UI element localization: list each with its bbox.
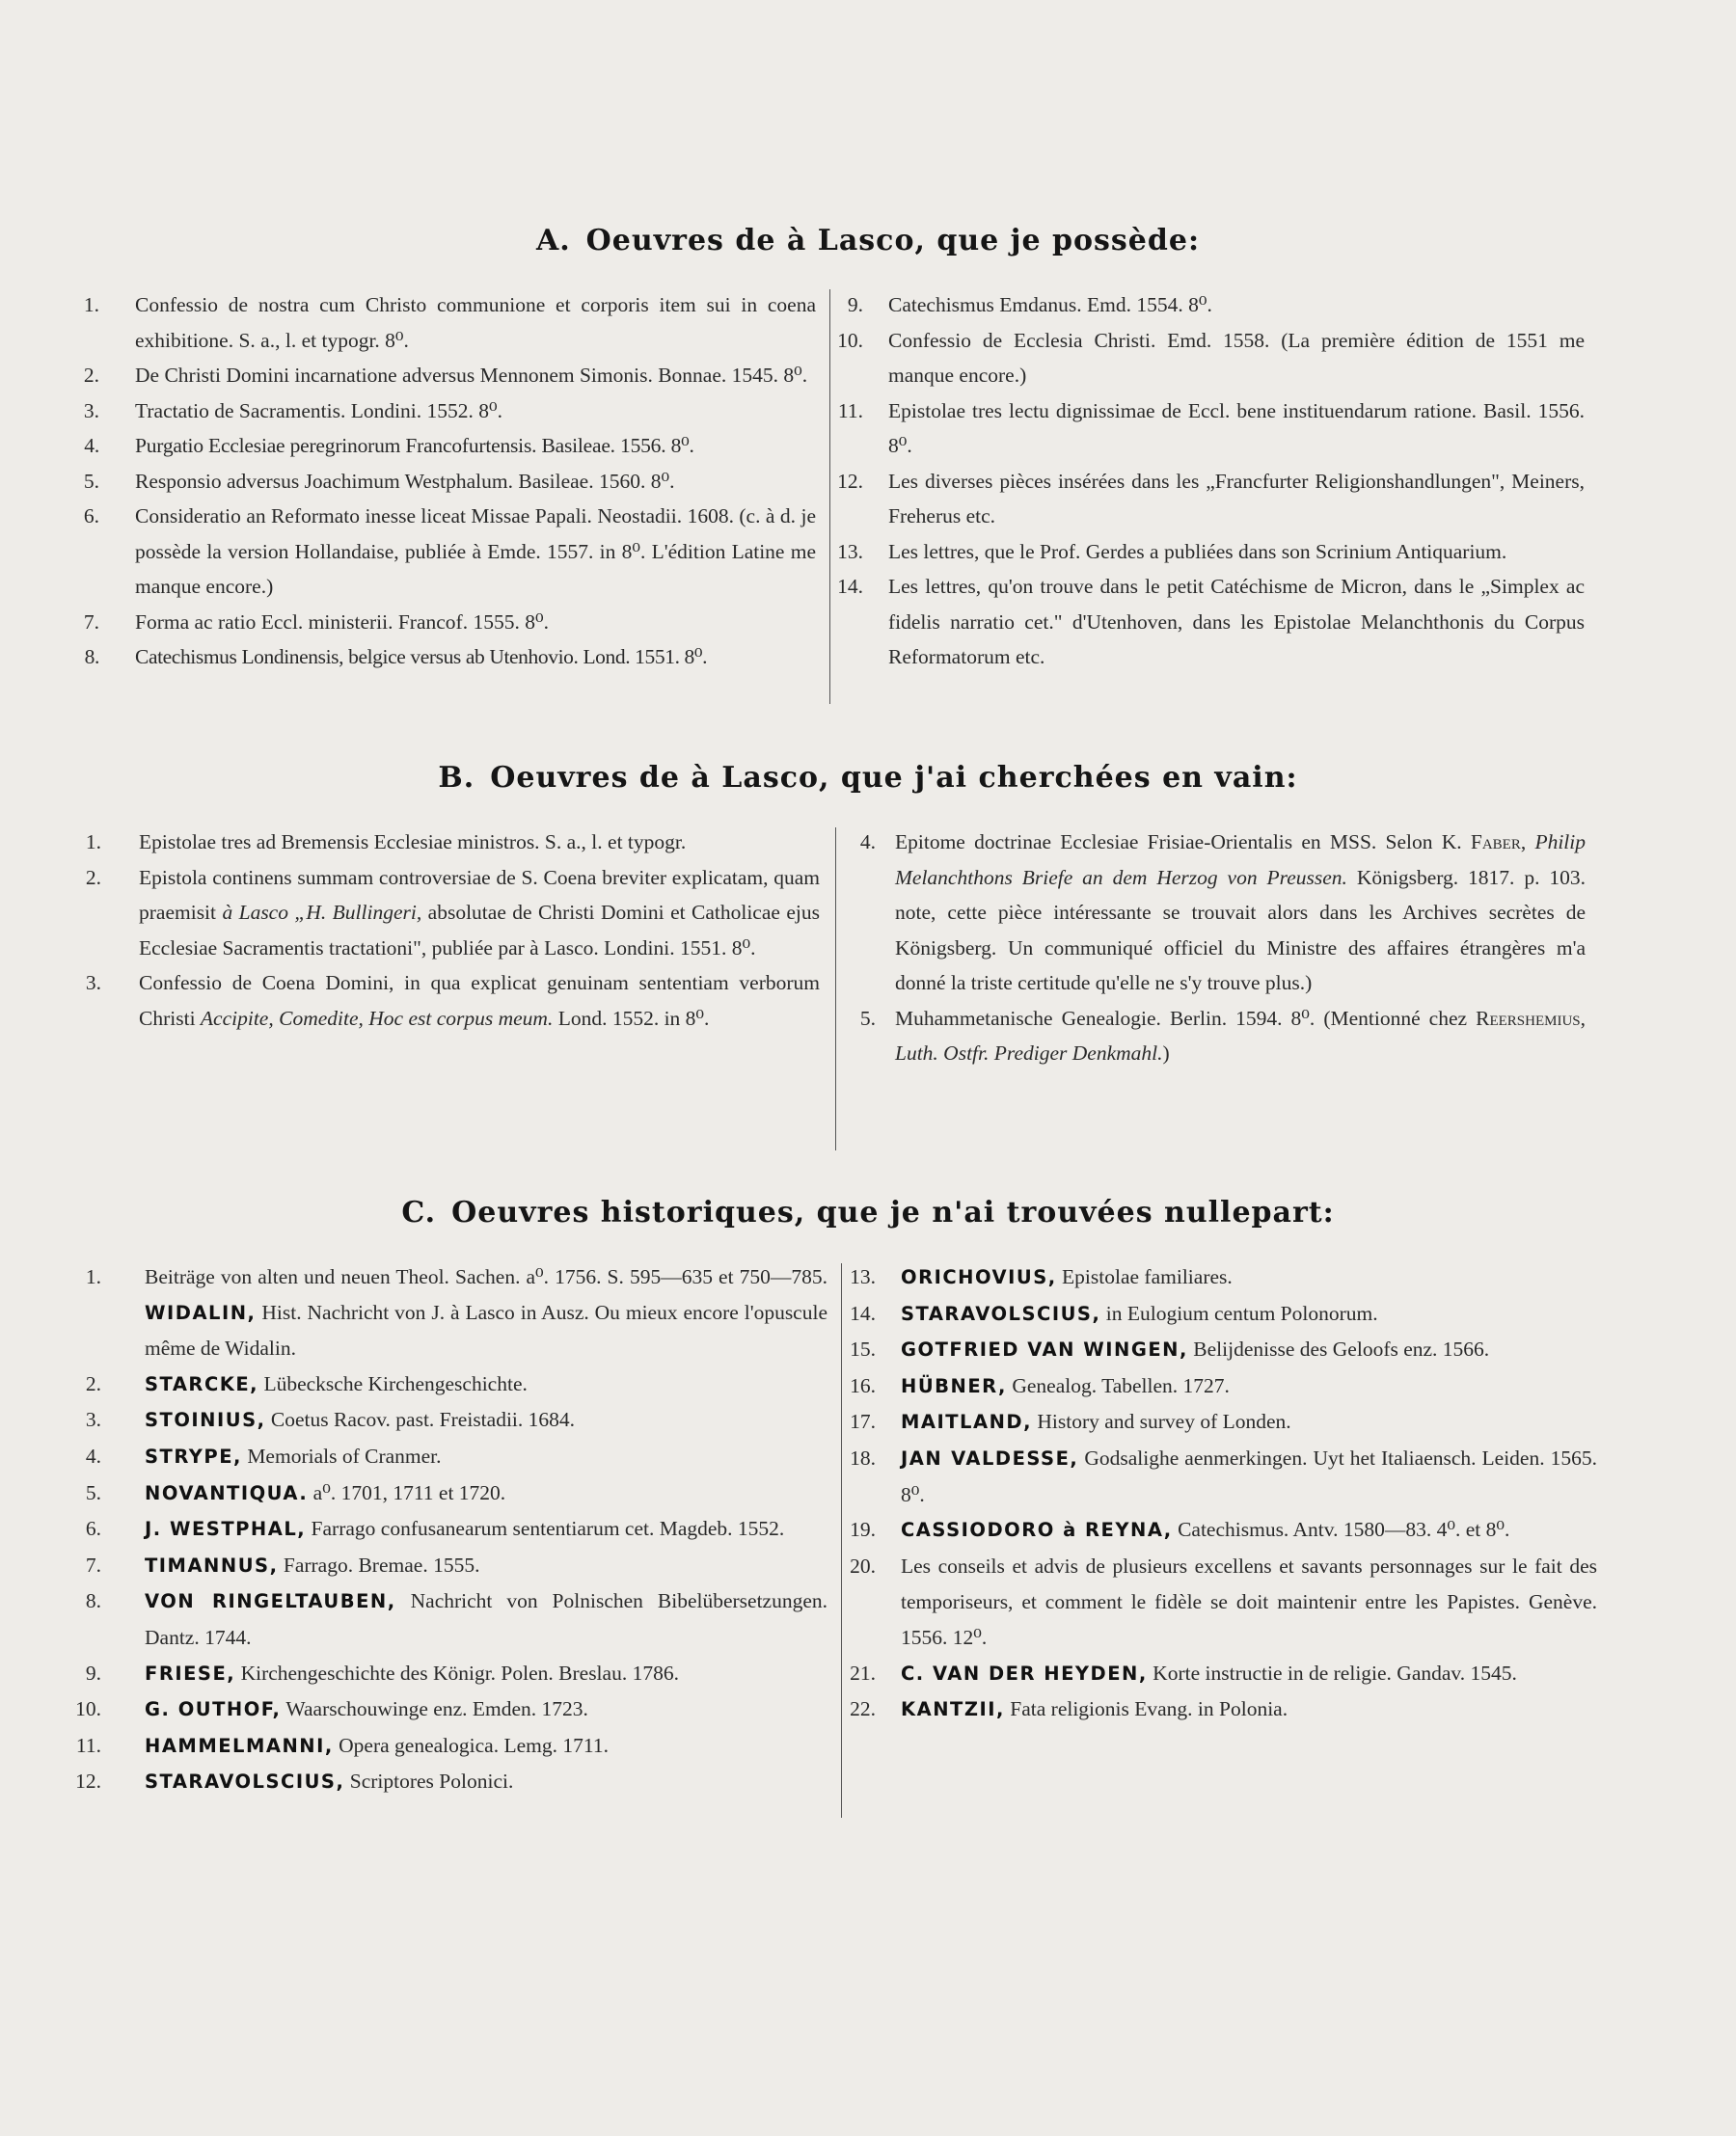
item-number: 1.	[83, 293, 99, 316]
item-author: C. VAN DER HEYDEN,	[901, 1662, 1148, 1685]
item-number: 17.	[850, 1410, 876, 1434]
list-item	[850, 1259, 1597, 1296]
item-text-part: Opera genealogica. Lemg. 1711.	[333, 1733, 609, 1757]
item-number: 4.	[859, 830, 876, 853]
item-text-part: ,	[1580, 1006, 1586, 1030]
section-b-title: Oeuvres de à Lasco, que j'ai cherchées en vain:	[490, 761, 1298, 795]
item-number: 12.	[75, 1770, 101, 1794]
item-text: Consideratio an Reformato inesse liceat Missae Papali. Neostadii. 1608. (c. à d. je possède la version Hollandaise, publiée à Emde. 1557. in 8⁰. L'édition Latine me manque encore.)	[135, 504, 816, 598]
item-number: 2.	[85, 865, 101, 889]
column-divider	[835, 827, 836, 1150]
item-author: HAMMELMANNI,	[145, 1734, 334, 1757]
item-author: STARCKE,	[145, 1372, 259, 1395]
section-a-title: Oeuvres de à Lasco, que je possède:	[585, 224, 1201, 257]
list-item	[84, 428, 816, 464]
item-text-part: Memorials of Cranmer.	[241, 1444, 442, 1468]
list-item	[85, 965, 820, 1036]
item-number: 4.	[84, 434, 99, 457]
item-text-part: ,	[1520, 830, 1535, 853]
section-b-heading	[0, 761, 1736, 795]
item-number: 22.	[850, 1697, 876, 1721]
item-text	[145, 1366, 827, 1403]
item-text: Les lettres, qu'on trouve dans le petit Catéchisme de Micron, dans le „Simplex ac fidelis narratio cet." d'Utenhoven, dans les Epistolae Melanchthonis du Corpus Reformatorum etc.	[888, 575, 1585, 668]
item-text	[145, 1764, 827, 1800]
list-item	[83, 464, 816, 500]
item-text: Epistolae tres ad Bremensis Ecclesiae ministros. S. a., l. et typogr.	[139, 830, 687, 853]
item-number: 19.	[850, 1518, 876, 1542]
list-item	[860, 1001, 1586, 1071]
list-item	[860, 825, 1586, 1001]
item-text	[139, 965, 820, 1036]
list-item	[83, 393, 816, 429]
item-number: 13.	[837, 539, 863, 563]
item-text	[145, 1439, 827, 1475]
item-number: 1.	[85, 830, 101, 853]
item-text-part: Lübecksche Kirchengeschichte.	[258, 1371, 528, 1395]
item-number: 1.	[85, 1265, 101, 1288]
list-item	[850, 1549, 1597, 1656]
section-c-title: Oeuvres historiques, que je n'ai trouvées nullepart:	[451, 1196, 1335, 1230]
item-author: Faber	[1470, 830, 1521, 853]
list-item	[850, 1404, 1597, 1441]
item-text-part: in Eulogium centum Polonorum.	[1100, 1301, 1378, 1325]
item-text-part: Beiträge von alten und neuen Theol. Sachen. a⁰. 1756. S. 595—635 et 750—785.	[145, 1265, 827, 1288]
list-item	[85, 1656, 827, 1692]
item-author: G. OUTHOF,	[145, 1698, 282, 1721]
item-text	[145, 1259, 827, 1366]
list-item	[850, 1512, 1597, 1549]
item-text-part: Hist. Nachricht von J. à Lasco in Ausz. Ou mieux encore l'opuscule même de Widalin.	[145, 1300, 827, 1361]
section-b-left-column	[85, 825, 820, 1036]
item-text	[145, 1583, 827, 1655]
item-author: ORICHOVIUS,	[901, 1266, 1057, 1288]
column-divider	[841, 1263, 842, 1818]
item-text	[901, 1404, 1597, 1441]
list-item	[85, 1583, 828, 1655]
item-text-part: )	[1162, 1041, 1170, 1065]
item-italic: Philip Melanchthons Briefe an dem Herzog von Preussen.	[895, 830, 1586, 889]
item-text: Tractatio de Sacramentis. Londini. 1552. 8⁰.	[135, 398, 503, 422]
item-author: VON RINGELTAUBEN,	[145, 1590, 396, 1613]
list-item	[85, 1475, 827, 1512]
item-text: Catechismus Londinensis, belgice versus ab Utenhovio. Lond. 1551. 8⁰.	[135, 645, 708, 668]
item-text: De Christi Domini incarnatione adversus Mennonem Simonis. Bonnae. 1545. 8⁰.	[135, 364, 808, 387]
item-text-part: Epistolae familiares.	[1056, 1265, 1233, 1288]
list-item	[85, 825, 820, 860]
item-text: Confessio de nostra cum Christo communione et corporis item sui in coena exhibitione. S. a., l. et typogr. 8⁰.	[135, 293, 816, 352]
item-text: Responsio adversus Joachimum Westphalum. Basileae. 1560. 8⁰.	[135, 469, 675, 493]
section-b-letter: B.	[438, 761, 475, 795]
item-author: FRIESE,	[145, 1662, 236, 1685]
item-number: 11.	[837, 398, 863, 422]
item-author: STRYPE,	[145, 1445, 242, 1468]
item-italic: Accipite, Comedite, Hoc est corpus meum.	[200, 1006, 554, 1030]
section-a-left-column	[83, 287, 816, 675]
item-number: 3.	[85, 1408, 101, 1432]
item-number: 2.	[83, 364, 99, 387]
item-text: Epistolae tres lectu dignissimae de Eccl. bene instituendarum ratione. Basil. 1556. 8⁰.	[888, 398, 1585, 457]
item-text-part: Belijdenisse des Geloofs enz. 1566.	[1187, 1338, 1490, 1362]
list-item	[83, 605, 816, 640]
item-author: STOINIUS,	[145, 1409, 266, 1432]
list-item	[84, 639, 816, 675]
item-number: 4.	[85, 1444, 101, 1468]
list-item	[85, 1548, 827, 1584]
list-item	[75, 1691, 827, 1728]
item-author: STARAVOLSCIUS,	[901, 1302, 1101, 1325]
item-italic: Luth. Ostfr. Prediger Denkmahl.	[895, 1041, 1163, 1065]
list-item	[83, 358, 816, 393]
section-c-right-column	[850, 1259, 1597, 1728]
item-number: 14.	[837, 575, 863, 598]
item-text	[139, 860, 820, 966]
item-text	[901, 1656, 1597, 1692]
item-author: TIMANNUS,	[145, 1554, 279, 1577]
section-a-heading	[0, 224, 1736, 257]
item-number: 20.	[850, 1554, 876, 1578]
item-text	[895, 1001, 1586, 1071]
item-number: 13.	[850, 1265, 876, 1288]
item-number: 2.	[85, 1371, 101, 1395]
item-number: 8.	[85, 1589, 101, 1613]
section-a-letter: A.	[535, 224, 571, 257]
list-item	[85, 1439, 827, 1475]
item-author: HÜBNER,	[901, 1374, 1007, 1397]
item-author: Reershemius	[1476, 1006, 1581, 1030]
item-author: NOVANTIQUA.	[145, 1481, 309, 1504]
item-text-part: Les conseils et advis de plusieurs excellens et savants personnages sur le fait des temporiseurs, et comment le fidèle se doit maintenir entre les Papistes. Genève. 1556. 12⁰.	[901, 1554, 1597, 1649]
section-c-letter: C.	[401, 1196, 437, 1230]
list-item	[75, 1764, 827, 1800]
list-item	[85, 1259, 827, 1366]
item-number: 5.	[85, 1480, 101, 1504]
list-item	[850, 1656, 1597, 1692]
item-text-part: Muhammetanische Genealogie. Berlin. 1594. 8⁰. (Mentionné chez	[895, 1006, 1477, 1030]
item-text-part: Catechismus. Antv. 1580—83. 4⁰. et 8⁰.	[1172, 1518, 1510, 1542]
list-item	[83, 287, 816, 358]
item-author: WIDALIN,	[145, 1301, 257, 1324]
list-item	[85, 1366, 827, 1403]
item-number: 10.	[75, 1697, 101, 1721]
item-text: Confessio de Ecclesia Christi. Emd. 1558. (La première édition de 1551 me manque encore.)	[888, 328, 1585, 387]
section-b-right-column	[860, 825, 1586, 1071]
item-text	[901, 1259, 1597, 1296]
item-author: J. WESTPHAL,	[145, 1518, 307, 1541]
item-number: 7.	[85, 1553, 101, 1577]
item-number: 14.	[850, 1301, 876, 1325]
list-item	[850, 1296, 1597, 1333]
item-text-part: Königsberg. 1817. p. 103. note, cette pièce intéressante se trouvait alors dans les Archives secrètes de Königsberg. Un communiqué officiel du Ministre des affaires étrangères m'a donné la triste certitude qu'elle ne s'y trouve plus.)	[895, 865, 1586, 994]
item-number: 5.	[83, 469, 99, 493]
item-text-part: Lond. 1552. in 8⁰.	[553, 1006, 710, 1030]
item-author: CASSIODORO à REYNA,	[901, 1519, 1173, 1542]
item-text	[145, 1511, 827, 1548]
item-number: 18.	[850, 1446, 876, 1470]
item-text: Purgatio Ecclesiae peregrinorum Francofurtensis. Basileae. 1556. 8⁰.	[135, 434, 694, 457]
item-author: GOTFRIED VAN WINGEN,	[901, 1338, 1188, 1362]
item-text	[145, 1548, 827, 1584]
list-item	[837, 393, 1585, 464]
item-number: 11.	[75, 1733, 101, 1757]
section-c-heading	[0, 1196, 1736, 1230]
item-text-part: Fata religionis Evang. in Polonia.	[1004, 1697, 1288, 1721]
item-text-part: Godsalighe aenmerkingen. Uyt het Italiaensch. Leiden. 1565. 8⁰.	[901, 1446, 1597, 1506]
item-text-part: a⁰. 1701, 1711 et 1720.	[308, 1480, 506, 1504]
list-item	[837, 323, 1585, 393]
item-number: 7.	[83, 609, 99, 634]
item-number: 15.	[850, 1338, 876, 1362]
item-text	[901, 1549, 1597, 1656]
item-text-part: Coetus Racov. past. Freistadii. 1684.	[265, 1408, 576, 1432]
item-number: 6.	[85, 1517, 101, 1541]
list-item	[837, 569, 1585, 675]
item-text	[901, 1296, 1597, 1333]
item-text-part: Epitome doctrinae Ecclesiae Frisiae-Orientalis en MSS. Selon K.	[895, 830, 1471, 853]
list-item	[850, 1691, 1597, 1728]
item-author: MAITLAND,	[901, 1411, 1032, 1434]
item-text	[145, 1402, 827, 1439]
item-text	[901, 1691, 1597, 1728]
list-item	[837, 464, 1585, 534]
item-text-part: Waarschouwinge enz. Emden. 1723.	[281, 1697, 588, 1721]
item-text	[901, 1441, 1597, 1512]
section-a-right-column	[837, 287, 1585, 675]
list-item	[75, 1728, 827, 1765]
item-author: JAN VALDESSE,	[901, 1447, 1079, 1470]
list-item	[850, 1368, 1597, 1405]
item-text-part: Epistola continens summam controversiae de S. Coena breviter explicatam, quam praemisit	[139, 865, 820, 924]
item-number: 10.	[837, 328, 863, 352]
list-item	[83, 499, 816, 605]
item-number: 9.	[85, 1661, 101, 1685]
item-number: 16.	[850, 1373, 876, 1397]
item-text-part: Nachricht von Polnischen Bibelübersetzungen. Dantz. 1744.	[145, 1589, 828, 1649]
item-text-part: History and survey of Londen.	[1031, 1410, 1291, 1434]
item-text-part: Kirchengeschichte des Königr. Polen. Breslau. 1786.	[235, 1661, 679, 1685]
column-divider	[829, 289, 830, 704]
item-text-part: Farrago confusanearum sententiarum cet. Magdeb. 1552.	[306, 1517, 785, 1541]
item-text	[895, 825, 1586, 1001]
item-text-part: absolutae de Christi Domini et Catholicae ejus Ecclesiae Sacramentis tractationi", publiée par à Lasco. Londini. 1551. 8⁰.	[139, 901, 820, 960]
item-number: 3.	[85, 971, 101, 994]
item-number: 12.	[837, 469, 863, 493]
list-item	[850, 1332, 1597, 1368]
item-text-part: Genealog. Tabellen. 1727.	[1006, 1373, 1230, 1397]
item-text	[901, 1332, 1597, 1368]
item-number: 21.	[850, 1661, 876, 1685]
item-text-part: Farrago. Bremae. 1555.	[278, 1553, 480, 1577]
item-text: Les diverses pièces insérées dans les „Francfurter Religionshandlungen", Meiners, Freherus etc.	[888, 469, 1585, 527]
item-number: 5.	[859, 1006, 876, 1030]
item-number: 9.	[847, 293, 863, 316]
section-c-left-column	[75, 1259, 828, 1800]
item-text-part: Korte instructie in de religie. Gandav. 1545.	[1147, 1661, 1517, 1685]
item-text	[901, 1368, 1597, 1405]
item-number: 6.	[83, 504, 99, 527]
item-number: 3.	[83, 398, 99, 422]
item-author: KANTZII,	[901, 1698, 1005, 1721]
item-text: Forma ac ratio Eccl. ministerii. Francof. 1555. 8⁰.	[135, 609, 549, 634]
list-item	[842, 287, 1585, 323]
item-text	[145, 1475, 827, 1512]
item-author: STARAVOLSCIUS,	[145, 1771, 345, 1794]
item-italic: à Lasco „H. Bullingeri,	[222, 901, 422, 924]
list-item	[85, 1402, 827, 1439]
item-text-part: Confessio de Coena Domini, in qua explicat genuinam sententiam verborum Christi	[139, 971, 820, 1030]
list-item	[85, 860, 820, 966]
item-number: 8.	[84, 645, 99, 668]
item-text	[901, 1512, 1597, 1549]
item-text	[145, 1691, 827, 1728]
item-text-part: Scriptores Polonici.	[344, 1770, 514, 1794]
item-text	[145, 1728, 827, 1765]
list-item	[850, 1441, 1597, 1512]
item-text: Catechismus Emdanus. Emd. 1554. 8⁰.	[888, 293, 1212, 316]
item-text	[145, 1656, 827, 1692]
list-item	[85, 1511, 827, 1548]
list-item	[837, 534, 1585, 570]
item-text: Les lettres, que le Prof. Gerdes a publiées dans son Scrinium Antiquarium.	[888, 539, 1507, 563]
